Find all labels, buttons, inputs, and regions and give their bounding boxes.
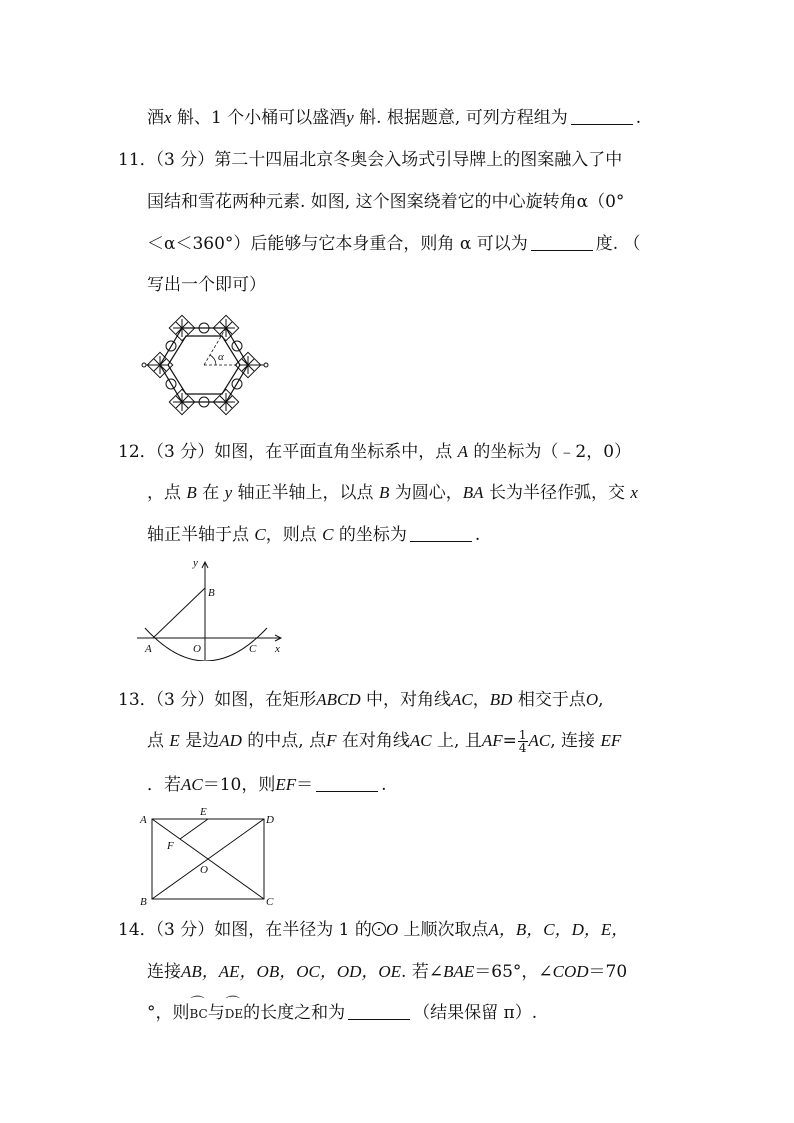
point-e-label: E [200,806,207,818]
q11-line-1: （3 分）第二十四届北京冬奥会入场式引导牌上的图案融入了中 [147,150,623,170]
point-f-label: F [167,840,174,852]
knot-snowflake-figure [138,310,270,420]
q14-line-1: （3 分）如图，在半径为 1 的 O 上顺次取点A，B，C，D，E， [147,920,629,940]
rectangle-figure [136,803,281,908]
origin-label: O [193,643,201,655]
question-number: 12． [118,442,157,462]
vertex-a-label: A [140,814,147,826]
q12-line-1: （3 分）如图，在平面直角坐标系中，点 A 的坐标为（﹣2，0） [147,442,632,462]
question-number: 11． [118,150,157,170]
answer-blank[interactable] [348,1003,410,1020]
point-b-label: B [208,587,215,599]
y-axis-label: y [193,557,198,569]
q12-line-2: ，点 B 在 y 轴正半轴上，以点 B 为圆心，BA 长为半径作弧，交 x [147,483,638,503]
vertex-d-label: D [266,814,274,826]
q14-line-2: 连接AB，AE，OB，OC，OD，OE. 若∠BAE＝65°，∠COD＝70 [147,962,628,982]
q13-line-1: （3 分）如图，在矩形ABCD 中，对角线AC，BD 相交于点O, [147,690,604,710]
q10-line: 酒x 斛、1 个小桶可以盛酒y 斛. 根据题意, 可列方程组为 . [147,108,642,128]
q14-line-3: °，则⌒ BC与⌒ DE的长度之和为 （结果保留 π）. [147,1001,537,1026]
point-o-label: O [200,864,208,876]
q13-line-2: 点 E 是边AD 的中点, 点F 在对角线AC 上, 且AF= $\frac{1}{4}$ AC, 连接 EF [147,728,622,755]
alpha-label: α [218,351,224,363]
arc-bc: ⌒ BC [190,1002,208,1026]
answer-blank[interactable] [571,108,633,125]
x-axis-label: x [275,643,280,655]
vertex-c-label: C [266,896,274,908]
answer-blank[interactable] [531,234,593,251]
q11-line-4: 写出一个即可） [147,275,266,295]
coordinate-figure [135,556,285,661]
answer-blank[interactable] [410,525,472,542]
fraction-one-quarter: $\frac{1}{4}$ [518,728,527,755]
question-number: 14． [118,920,157,940]
answer-blank[interactable] [316,775,378,792]
q11-line-2: 国结和雪花两种元素. 如图, 这个图案绕着它的中心旋转角α（0° [147,192,625,212]
circle-symbol [372,922,386,936]
point-c-label: C [249,643,257,655]
q12-line-3: 轴正半轴于点 C，则点 C 的坐标为 . [147,525,481,545]
question-number: 13． [118,690,157,710]
q11-line-3: ＜α＜360°）后能够与它本身重合，则角 α 可以为 度. （ [147,234,641,254]
q13-line-3: ．若AC＝10，则EF＝ . [147,775,387,795]
arc-de: ⌒ DE [225,1002,243,1026]
vertex-b-label: B [140,896,147,908]
point-a-label: A [145,643,152,655]
